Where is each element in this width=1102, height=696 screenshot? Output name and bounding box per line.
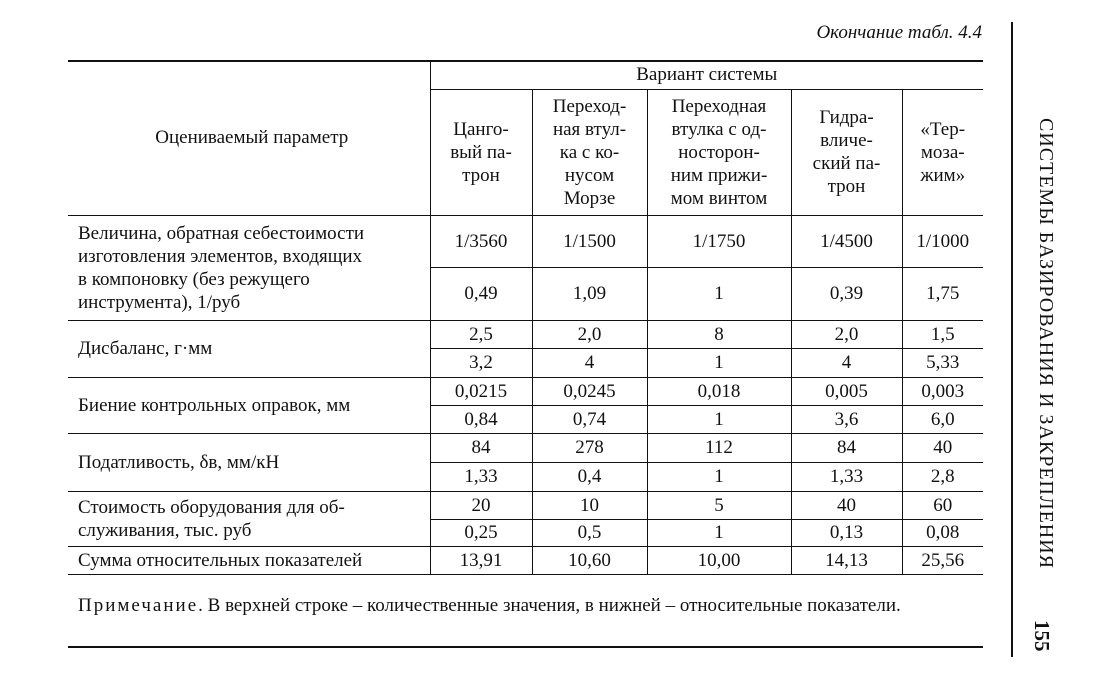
- value-cell-relative: 0,08: [902, 519, 983, 546]
- sum-row: [68, 546, 983, 574]
- sum-cell: 13,91: [430, 546, 532, 574]
- table-row: [68, 320, 983, 348]
- page-number: 155: [1030, 620, 1054, 652]
- column-header: Переходная втулка с од- носторон- ним прижи- мом винтом: [647, 89, 791, 215]
- value-cell-relative: 1: [647, 405, 791, 433]
- table-row: [68, 377, 983, 405]
- table-note: [78, 593, 983, 618]
- value-cell-relative: 3,2: [430, 348, 532, 377]
- param-header: Оцениваемый параметр: [68, 61, 430, 215]
- data-table: [68, 61, 983, 575]
- value-cell-absolute: 40: [902, 433, 983, 462]
- value-cell-absolute: 1,5: [902, 320, 983, 348]
- margin-rule: [1011, 22, 1013, 657]
- value-cell-absolute: 84: [791, 433, 902, 462]
- value-cell-relative: 1: [647, 462, 791, 491]
- sum-cell: 14,13: [791, 546, 902, 574]
- value-cell-relative: 5,33: [902, 348, 983, 377]
- value-cell-absolute: 0,018: [647, 377, 791, 405]
- note-text: . В верхней строке – количественные значения, в нижней – относительные показатели.: [198, 595, 901, 616]
- value-cell-absolute: 40: [791, 491, 902, 519]
- value-cell-absolute: 1/1750: [647, 215, 791, 267]
- value-cell-relative: 6,0: [902, 405, 983, 433]
- value-cell-absolute: 0,005: [791, 377, 902, 405]
- note-label: Примечание: [78, 595, 199, 616]
- value-cell-absolute: 8: [647, 320, 791, 348]
- value-cell-relative: 1,33: [430, 462, 532, 491]
- group-header: Вариант системы: [430, 61, 983, 89]
- value-cell-absolute: 2,0: [791, 320, 902, 348]
- running-head: СИСТЕМЫ БАЗИРОВАНИЯ И ЗАКРЕПЛЕНИЯ: [1035, 118, 1057, 570]
- table-row: [68, 215, 983, 267]
- value-cell-absolute: 60: [902, 491, 983, 519]
- value-cell-relative: 4: [532, 348, 647, 377]
- value-cell-absolute: 0,003: [902, 377, 983, 405]
- value-cell-absolute: 1/3560: [430, 215, 532, 267]
- value-cell-absolute: 84: [430, 433, 532, 462]
- value-cell-relative: 0,5: [532, 519, 647, 546]
- row-label: Податливость, δв, мм/кН: [68, 433, 430, 491]
- value-cell-relative: 3,6: [791, 405, 902, 433]
- value-cell-absolute: 10: [532, 491, 647, 519]
- value-cell-absolute: 278: [532, 433, 647, 462]
- value-cell-absolute: 20: [430, 491, 532, 519]
- value-cell-relative: 1: [647, 267, 791, 320]
- sum-cell: 25,56: [902, 546, 983, 574]
- value-cell-absolute: 0,0245: [532, 377, 647, 405]
- value-cell-relative: 4: [791, 348, 902, 377]
- value-cell-relative: 2,8: [902, 462, 983, 491]
- value-cell-absolute: 0,0215: [430, 377, 532, 405]
- value-cell-relative: 0,25: [430, 519, 532, 546]
- column-header: Гидра- вличе- ский па- трон: [791, 89, 902, 215]
- value-cell-absolute: 1/1000: [902, 215, 983, 267]
- row-label: Стоимость оборудования для об- служивания, тыс. руб: [68, 491, 430, 546]
- value-cell-relative: 0,4: [532, 462, 647, 491]
- value-cell-relative: 0,49: [430, 267, 532, 320]
- value-cell-absolute: 1/1500: [532, 215, 647, 267]
- value-cell-relative: 1,09: [532, 267, 647, 320]
- continuation-caption: Окончание табл. 4.4: [816, 22, 982, 43]
- value-cell-relative: 1: [647, 519, 791, 546]
- value-cell-relative: 0,84: [430, 405, 532, 433]
- sum-cell: 10,60: [532, 546, 647, 574]
- value-cell-absolute: 2,5: [430, 320, 532, 348]
- column-header: Переход- ная втул- ка с ко- нусом Морзе: [532, 89, 647, 215]
- table-row: [68, 491, 983, 519]
- value-cell-absolute: 5: [647, 491, 791, 519]
- value-cell-relative: 1,75: [902, 267, 983, 320]
- table-row: [68, 433, 983, 462]
- value-cell-relative: 1: [647, 348, 791, 377]
- bottom-rule: [68, 646, 983, 648]
- value-cell-absolute: 2,0: [532, 320, 647, 348]
- column-header: Цанго- вый па- трон: [430, 89, 532, 215]
- value-cell-relative: 0,39: [791, 267, 902, 320]
- sum-cell: 10,00: [647, 546, 791, 574]
- row-label: Биение контрольных оправок, мм: [68, 377, 430, 433]
- row-label: Величина, обратная себестоимости изготовления элементов, входящих в компоновку (без режущего инструмента), 1/руб: [68, 215, 430, 320]
- value-cell-relative: 1,33: [791, 462, 902, 491]
- row-label: Сумма относительных показателей: [68, 546, 430, 574]
- column-header: «Тер- моза- жим»: [902, 89, 983, 215]
- value-cell-absolute: 112: [647, 433, 791, 462]
- row-label: Дисбаланс, г·мм: [68, 320, 430, 377]
- value-cell-absolute: 1/4500: [791, 215, 902, 267]
- value-cell-relative: 0,13: [791, 519, 902, 546]
- value-cell-relative: 0,74: [532, 405, 647, 433]
